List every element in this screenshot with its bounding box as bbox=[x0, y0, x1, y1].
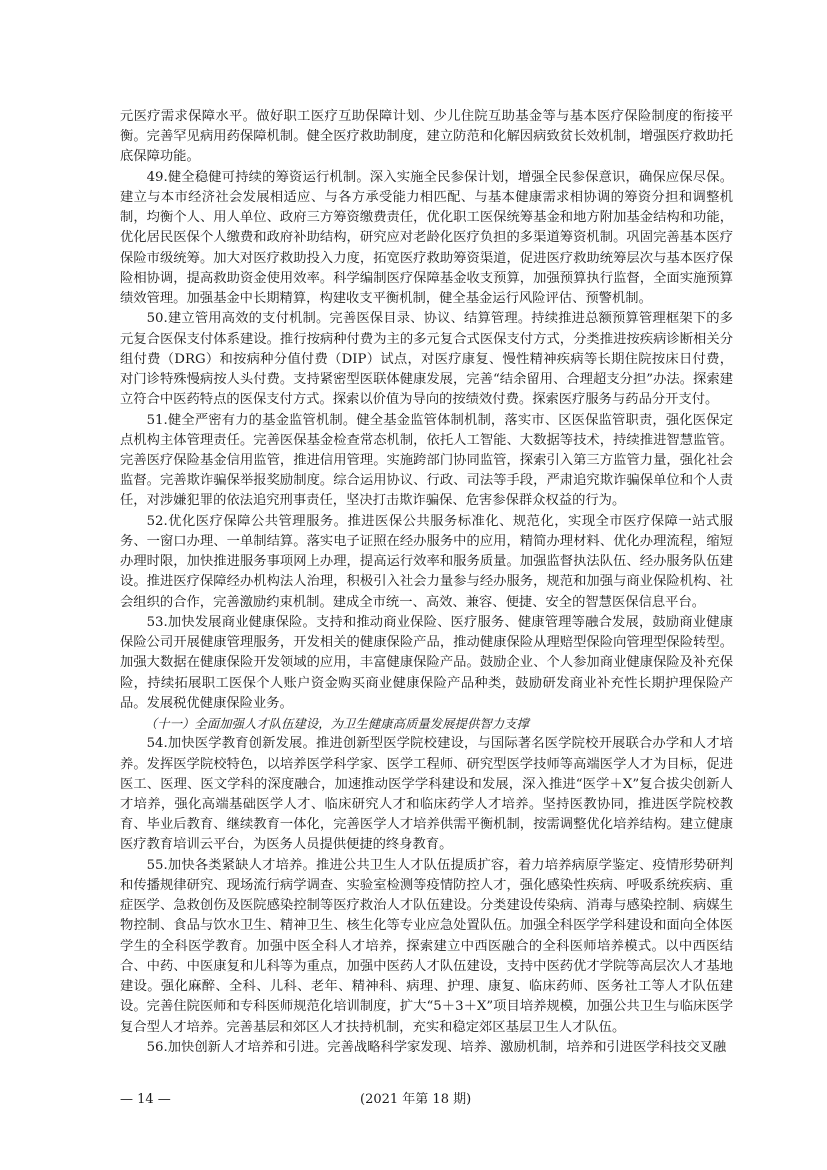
paragraph-item-50: 50.建立管用高效的支付机制。完善医保目录、协议、结算管理。持续推进总额预算管理框架下的多元复合医保支付体系建设。推行按病种付费为主的多元复合式医保支付方式，分类推进按疾病诊断相关分组付费（DRG）和按病种分值付费（DIP）试点，对医疗康复、慢性精神疾病等长期住院按床日付费，对门诊特殊慢病按人头付费。支持紧密型医联体健康发展，完善“结余留用、合理超支分担”办法。探索建立符合中医药特点的医保支付方式。探索以价值为导向的按绩效付费。探索医疗服务与药品分开支付。 bbox=[120, 311, 733, 408]
issue-label: (2021 年第 18 期) bbox=[360, 1092, 472, 1107]
paragraph-item-54: 54.加快医学教育创新发展。推进创新型医学院校建设，与国际著名医学院校开展联合办学和人才培养。发挥医学院校特色，以培养医学科学家、医学工程师、研究型医学技师等高端医学人才为目标，促进医工、医理、医文学科的深度融合，加速推动医学学科建设和发展，深入推进“医学＋X”复合拔尖创新人才培养，强化高端基础医学人才、临床研究人才和临床药学人才培养。坚持医教协同，推进医学院校教育、毕业后教育、继续教育一体化，完善医学人才培养供需平衡机制，按需调整优化培养结构。建立健康医疗教育培训云平台，为医务人员提供便捷的终身教育。 bbox=[120, 736, 733, 853]
paragraph-item-49: 49.健全稳健可持续的筹资运行机制。深入实施全民参保计划，增强全民参保意识，确保应保尽保。建立与本市经济社会发展相适应、与各方承受能力相匹配、与基本健康需求相协调的筹资分担和调整机制，均衡个人、用人单位、政府三方筹资缴费责任，优化职工医保统筹基金和地方附加基金结构和功能，优化居民医保个人缴费和政府补助结构，研究应对老龄化医疗负担的多渠道筹资机制。巩固完善基本医疗保险市级统筹。加大对医疗救助投入力度，拓宽医疗救助筹资渠道，促进医疗救助统筹层次与基本医疗保险相协调，提高救助资金使用效率。科学编制医疗保障基金收支预算，加强预算执行监督，全面实施预算绩效管理。加强基金中长期精算，构建收支平衡机制，健全基金运行风险评估、预警机制。 bbox=[120, 169, 733, 307]
page-footer bbox=[120, 1090, 733, 1110]
paragraph-item-51: 51.健全严密有力的基金监管机制。健全基金监管体制机制，落实市、区医保监管职责，强化医保定点机构主体管理责任。完善医保基金检查常态机制，依托人工智能、大数据等技术，持续推进智慧监管。完善医疗保险基金信用监管，推进信用管理。实施跨部门协同监管，探索引入第三方监管力量，强化社会监督。完善欺诈骗保举报奖励制度。综合运用协议、行政、司法等手段，严肃追究欺诈骗保单位和个人责任，对涉嫌犯罪的依法追究刑事责任，坚决打击欺诈骗保、危害参保群众权益的行为。 bbox=[120, 412, 733, 509]
paragraph-continuation: 元医疗需求保障水平。做好职工医疗互助保障计划、少儿住院互助基金等与基本医疗保险制度的衔接平衡。完善罕见病用药保障机制。健全医疗救助制度，建立防范和化解因病致贫长效机制，增强医疗救助托底保障功能。 bbox=[120, 109, 733, 165]
paragraph-item-52: 52.优化医疗保障公共管理服务。推进医保公共服务标准化、规范化，实现全市医疗保障一站式服务、一窗口办理、一单制结算。落实电子证照在经办服务中的应用，精简办理材料、优化办理流程，缩短办理时限，加快推进服务事项网上办理，提高运行效率和服务质量。加强监督执法队伍、经办服务队伍建设。推进医疗保障经办机构法人治理，积极引入社会力量参与经办服务，规范和加强与商业保险机构、社会组织的合作，完善激励约束机制。建成全市统一、高效、兼容、便捷、安全的智慧医保信息平台。 bbox=[120, 513, 733, 610]
paragraph-item-53: 53.加快发展商业健康保险。支持和推动商业保险、医疗服务、健康管理等融合发展，鼓励商业健康保险公司开展健康管理服务，开发相关的健康保险产品，推动健康保险从理赔型保险向管理型保险转型。加强大数据在健康保险开发领域的应用，丰富健康保险产品。鼓励企业、个人参加商业健康保险及补充保险，持续拓展职工医保个人账户资金购买商业健康保险产品种类，鼓励研发商业补充性长期护理保险产品。发展税优健康保险业务。 bbox=[120, 614, 733, 711]
page-number: — 14 — bbox=[120, 1092, 171, 1107]
paragraph-item-56: 56.加快创新人才培养和引进。完善战略科学家发现、培养、激励机制，培养和引进医学科技交叉融 bbox=[146, 1039, 727, 1055]
paragraph-item-55: 55.加快各类紧缺人才培养。推进公共卫生人才队伍提质扩容，着力培养病原学鉴定、疫情形势研判和传播规律研究、现场流行病学调查、实验室检测等疫情防控人才，强化感染性疾病、呼吸系统疾病、重症医学、急救创伤及医院感染控制等医疗救治人才队伍建设。分类建设传染病、消毒与感染控制、病媒生物控制、食品与饮水卫生、精神卫生、核生化等专业应急处置队伍。加强全科医学学科建设和面向全体医学生的全科医学教育。加强中医全科人才培养，探索建立中西医融合的全科医师培养模式。以中西医结合、中药、中医康复和儿科等为重点，加强中医药人才队伍建设，支持中医药优才学院等高层次人才基地建设。强化麻醉、全科、儿科、老年、精神科、病理、护理、康复、临床药师、医务社工等人才队伍建设。完善住院医师和专科医师规范化培训制度，扩大“5＋3＋X”项目培养规模，加强公共卫生与临床医学复合型人才培养。完善基层和郊区人才扶持机制，充实和稳定郊区基层卫生人才队伍。 bbox=[120, 857, 733, 1035]
section-heading: （十一）全面加强人才队伍建设，为卫生健康高质量发展提供智力支撑 bbox=[144, 716, 529, 732]
document-body bbox=[120, 107, 733, 1058]
